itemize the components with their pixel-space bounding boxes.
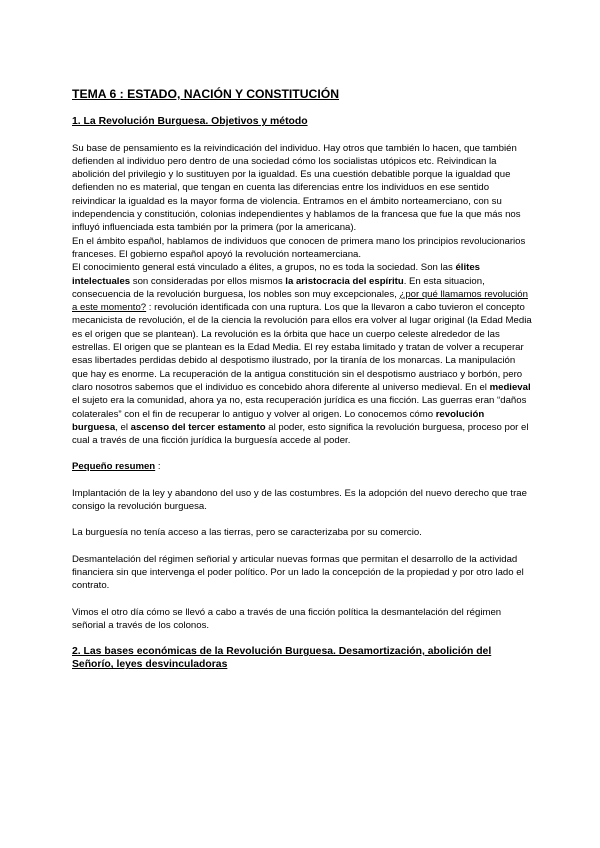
bold-term: medieval <box>489 381 531 393</box>
paragraph-2: En el ámbito español, hablamos de individuos que conocen de primera mano los principios revolucionarios franceses. El gobierno español apoyó la revolución norteamerciana. <box>72 235 526 260</box>
document-page <box>72 88 532 672</box>
summary-point-3: Desmantelación del régimen señorial y articular nuevas formas que permitan el desarrollo de la actividad financiera sin que intervenga el poder político. Por un lado la concepción de la propiedad y por otro lado el contrato. <box>72 553 524 592</box>
bold-term: ascenso del tercer estamento <box>130 421 266 433</box>
bold-term: revolución burguesa <box>72 408 485 433</box>
summary-point-4: Vimos el otro día cómo se llevó a cabo a través de una ficción política la desmantelación del régimen señorial a través de los colonos. <box>72 606 502 631</box>
summary-point-2: La burguesía no tenía acceso a las tierras, pero se caracterizaba por su comercio. <box>72 527 422 539</box>
bold-term: élites intelectuales <box>72 262 481 287</box>
paragraph-1: Su base de pensamiento es la reivindicación del individuo. Hay otros que también lo hacen, que también defienden al individuo pero dentro de una sociedad cómo los socialistas utópicos etc. Reivindican la abolición del privilegio y lo sustituyen por la igualdad. Es una cuestión debatible porque la igualdad que defienden no es material, que tengan en cuenta las diferencias entre los individuos en ese sentido reivindicar la igualdad es la mayor forma de violencia. Entramos en el ámbito norteamerciano, con su independencia y constitución, colonias independientes y hablamos de la francesa que fue la que más nos influyó influenciada esta también por la primera (por la americana). <box>72 142 521 234</box>
bold-term: la aristocracia del espíritu <box>285 275 404 287</box>
document-title: TEMA 6 : ESTADO, NACIÓN Y CONSTITUCIÓN <box>72 87 340 101</box>
summary-point-1: Implantación de la ley y abandono del uso y de las costumbres. Es la adopción del nuevo derecho que trae consigo la revolución burguesa. <box>72 487 527 513</box>
section-1-heading: 1. La Revolución Burguesa. Objetivos y método <box>72 116 308 128</box>
summary-heading: Pequeño resumen : <box>72 461 161 473</box>
section-2-heading: 2. Las bases económicas de la Revolución Burguesa. Desamortización, abolición del Señorío, leyes desvinculadoras <box>72 646 492 671</box>
underlined-question: ¿por qué llamamos revolución a este momento? <box>72 288 528 314</box>
paragraph-3: El conocimiento general está vinculado a élites, a grupos, no es toda la sociedad. Son las élites intelectuales son consideradas por ellos mismos la aristocracia del espíritu. En esta situacion, consecuencia de la revolución burguesa, los nobles son muy excepcionales, ¿por qué llamamos revolución a este momento? : revolución identificada con una ruptura. Los que la llevaron a cabo tuvieron el concepto mecanicista de revolución, el de la ciencia la revolución para ellos era volver al lugar original (la Edad Media es el origen que se plantean). La revolución es la órbita que hace un cuerpo celeste alrededor de las estrellas. El origen que se plantean es la Edad Media. El rey estaba limitado y tratan de volver a recuperar esas libertades perdidas debido al despotismo ilustrado, por la tiranía de los monarcas. La manipulación que hay es enorme. La recuperación de la antigua constitución sin el despotismo austriaco y borbón, pero claro nosotros sabemos que el individuo es concebido ahora diferente al universo medieval. En el medieval el sujeto era la comunidad, ahora ya no, esta recuperación jurídica es una ficción. Las guerras eran “daños colaterales” con el fin de recuperar lo antiguo y volver al origen. Lo conocemos cómo revolución burguesa, el ascenso del tercer estamento al poder, esto significa la revolución burguesa, proceso por el cual a través de una ficción jurídica la burguesía accede al poder. <box>72 262 532 447</box>
